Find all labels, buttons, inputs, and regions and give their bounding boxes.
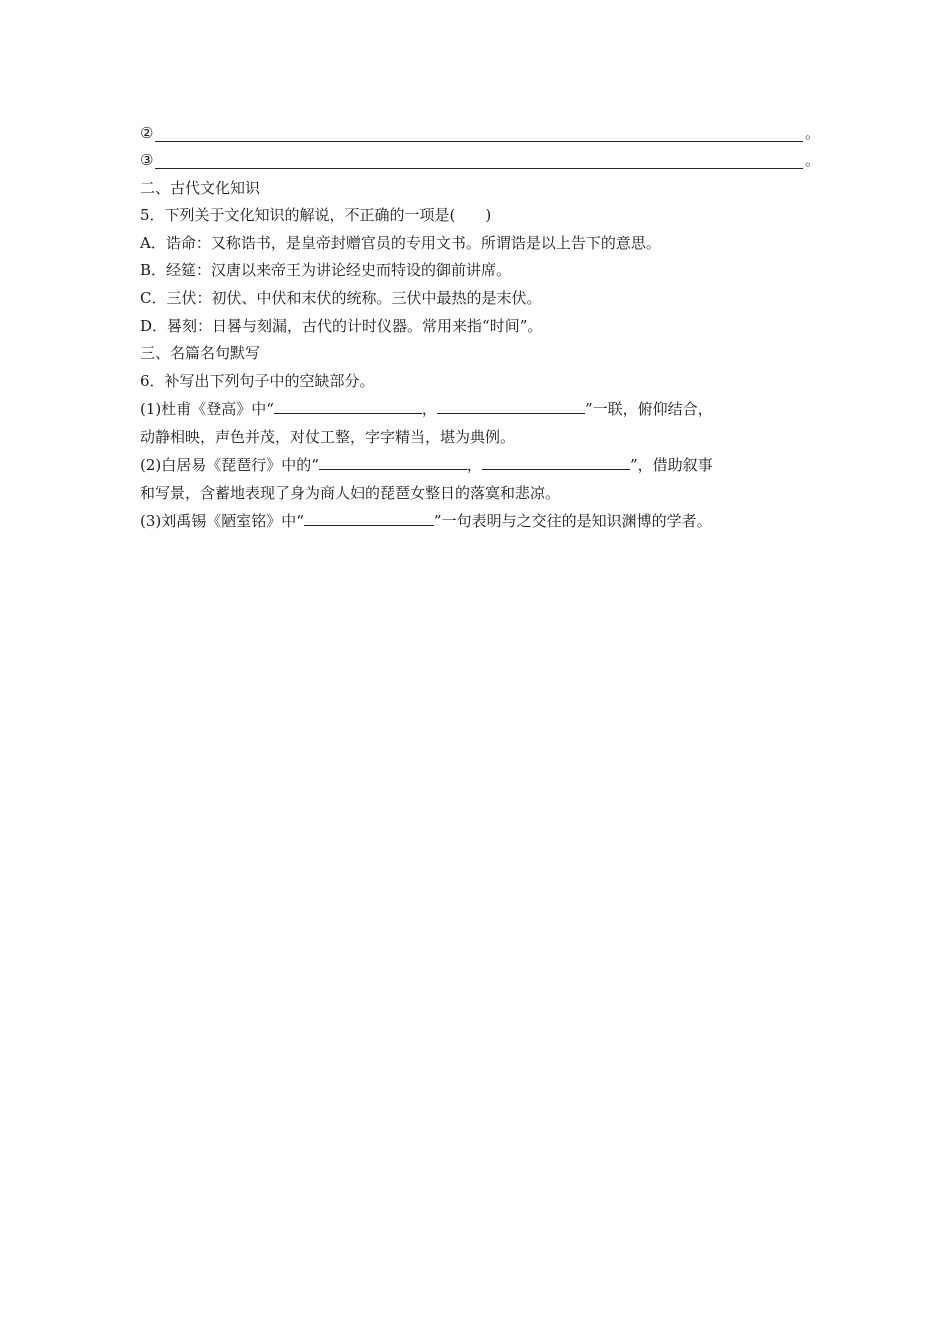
answer-line-3 [140,148,820,172]
option-a: A．诰命：又称诰书，是皇帝封赠官员的专用文书。所谓诰是以上告下的意思。 [140,234,661,252]
item-number: ② [140,124,154,142]
section-heading-culture: 二、古代文化知识 [140,179,261,197]
item-number: ③ [140,151,154,169]
subquestion-prefix: (2)白居易《琵琶行》中的“ [140,456,319,474]
fill-blank[interactable] [319,455,467,470]
option-d: D．晷刻：日晷与刻漏，古代的计时仪器。常用来指“时间”。 [140,317,543,335]
subquestion-2-line-2: 和写景，含蓄地表现了身为商人妇的琵琶女整日的落寞和悲凉。 [140,484,561,502]
subquestion-suffix: ”一句表明与之交往的是知识渊博的学者。 [433,512,712,530]
fill-blank[interactable] [482,455,630,470]
question-6: 6．补写出下列句子中的空缺部分。 [140,372,375,390]
subquestion-prefix: (1)杜甫《登高》中“ [140,400,274,418]
period-mark: 。 [804,151,820,169]
subquestion-2-line-1 [140,453,820,477]
subquestion-suffix: ”一联，俯仰结合， [584,400,713,418]
answer-blank[interactable] [155,151,803,169]
subquestion-prefix: (3)刘禹锡《陋室铭》中“ [140,512,304,530]
subquestion-1-line-2: 动静相映，声色并茂，对仗工整，字字精当，堪为典例。 [140,428,516,446]
subquestion-1-line-1 [140,397,820,421]
subquestion-suffix: ”，借助叙事 [629,456,713,474]
answer-line-2 [140,121,820,145]
subquestion-3 [140,509,820,533]
option-b: B．经筵：汉唐以来帝王为讲论经史而特设的御前讲席。 [140,261,512,279]
question-5: 5．下列关于文化知识的解说，不正确的一项是( ) [140,206,492,224]
fill-blank[interactable] [437,399,585,414]
period-mark: 。 [804,124,820,142]
fill-blank[interactable] [304,511,434,526]
fill-blank[interactable] [274,399,422,414]
comma-separator: ， [421,400,437,418]
answer-blank[interactable] [155,124,803,142]
option-c: C．三伏：初伏、中伏和末伏的统称。三伏中最热的是末伏。 [140,289,542,307]
section-heading-recitation: 三、名篇名句默写 [140,344,261,362]
comma-separator: ， [466,456,482,474]
